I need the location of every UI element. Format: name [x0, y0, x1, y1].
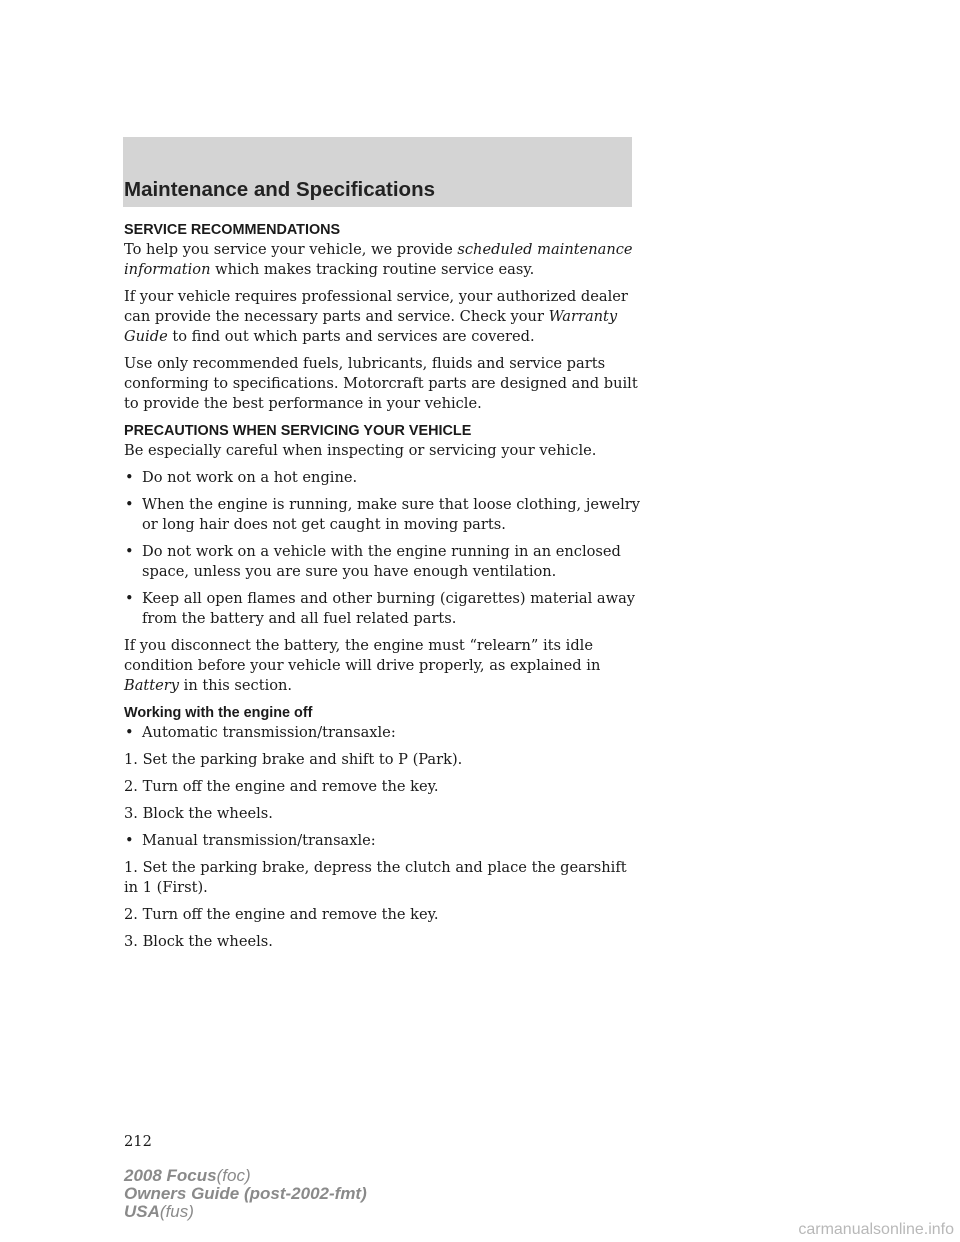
- bullet-glyph: •: [125, 496, 134, 513]
- bullet-item: • Do not work on a hot engine.: [125, 469, 358, 486]
- step-item: 2. Turn off the engine and remove the key.: [124, 906, 439, 923]
- paragraph-professional-service: If your vehicle requires professional service, your authorized dealer can provide the necessary parts and service. Check your Warranty Guide to find out which parts and services are covered.: [124, 288, 628, 345]
- step-item: 1. Set the parking brake and shift to P (Park).: [124, 751, 463, 768]
- bullet-item: • When the engine is running, make sure that loose clothing, jewelry or long hair does not get caught in moving parts.: [125, 496, 641, 533]
- emphasis-scheduled-maintenance: scheduled maintenance information: [124, 241, 633, 278]
- footer-line-model: 2008 Focus(foc): [124, 1166, 251, 1185]
- footer-line-guide: Owners Guide (post-2002-fmt): [124, 1184, 367, 1203]
- document-footer: [124, 1167, 367, 1221]
- step-item: 1. Set the parking brake, depress the clutch and place the gearshift in 1 (First).: [124, 859, 627, 896]
- section-title: Maintenance and Specifications: [124, 178, 435, 201]
- bullet-item: • Keep all open flames and other burning (cigarettes) material away from the battery and all fuel related parts.: [125, 590, 636, 627]
- bullet-glyph: •: [125, 543, 134, 560]
- bullet-glyph: •: [125, 832, 134, 849]
- heading-engine-off: Working with the engine off: [124, 705, 313, 721]
- heading-precautions: PRECAUTIONS WHEN SERVICING YOUR VEHICLE: [124, 423, 472, 439]
- footer-line-region: USA(fus): [124, 1202, 194, 1221]
- bullet-manual: • Manual transmission/transaxle:: [125, 832, 376, 849]
- step-item: 3. Block the wheels.: [124, 805, 273, 822]
- watermark: carmanualsonline.info: [798, 1221, 954, 1238]
- heading-service-recommendations: SERVICE RECOMMENDATIONS: [124, 222, 341, 238]
- paragraph-battery-relearn: If you disconnect the battery, the engine must “relearn” its idle condition before your vehicle will drive properly, as explained in Battery in this section.: [124, 637, 601, 694]
- bullet-glyph: •: [125, 590, 134, 607]
- page-number: 212: [124, 1133, 152, 1150]
- page-content: [124, 220, 644, 959]
- bullet-glyph: •: [125, 469, 134, 486]
- emphasis-battery: Battery: [124, 677, 180, 694]
- paragraph-recommended-parts: Use only recommended fuels, lubricants, fluids and service parts conforming to specifications. Motorcraft parts are designed and built to provide the best performance in your vehicle.: [124, 355, 638, 412]
- paragraph-service-intro: To help you service your vehicle, we provide scheduled maintenance information which makes tracking routine service easy.: [124, 241, 633, 278]
- bullet-glyph: •: [125, 724, 134, 741]
- bullet-automatic: • Automatic transmission/transaxle:: [125, 724, 396, 741]
- emphasis-warranty-guide: Warranty Guide: [124, 308, 618, 345]
- bullet-item: • Do not work on a vehicle with the engine running in an enclosed space, unless you are sure you have enough ventilation.: [125, 543, 621, 580]
- step-item: 2. Turn off the engine and remove the key.: [124, 778, 439, 795]
- step-item: 3. Block the wheels.: [124, 933, 273, 950]
- paragraph-precautions-intro: Be especially careful when inspecting or servicing your vehicle.: [124, 442, 597, 459]
